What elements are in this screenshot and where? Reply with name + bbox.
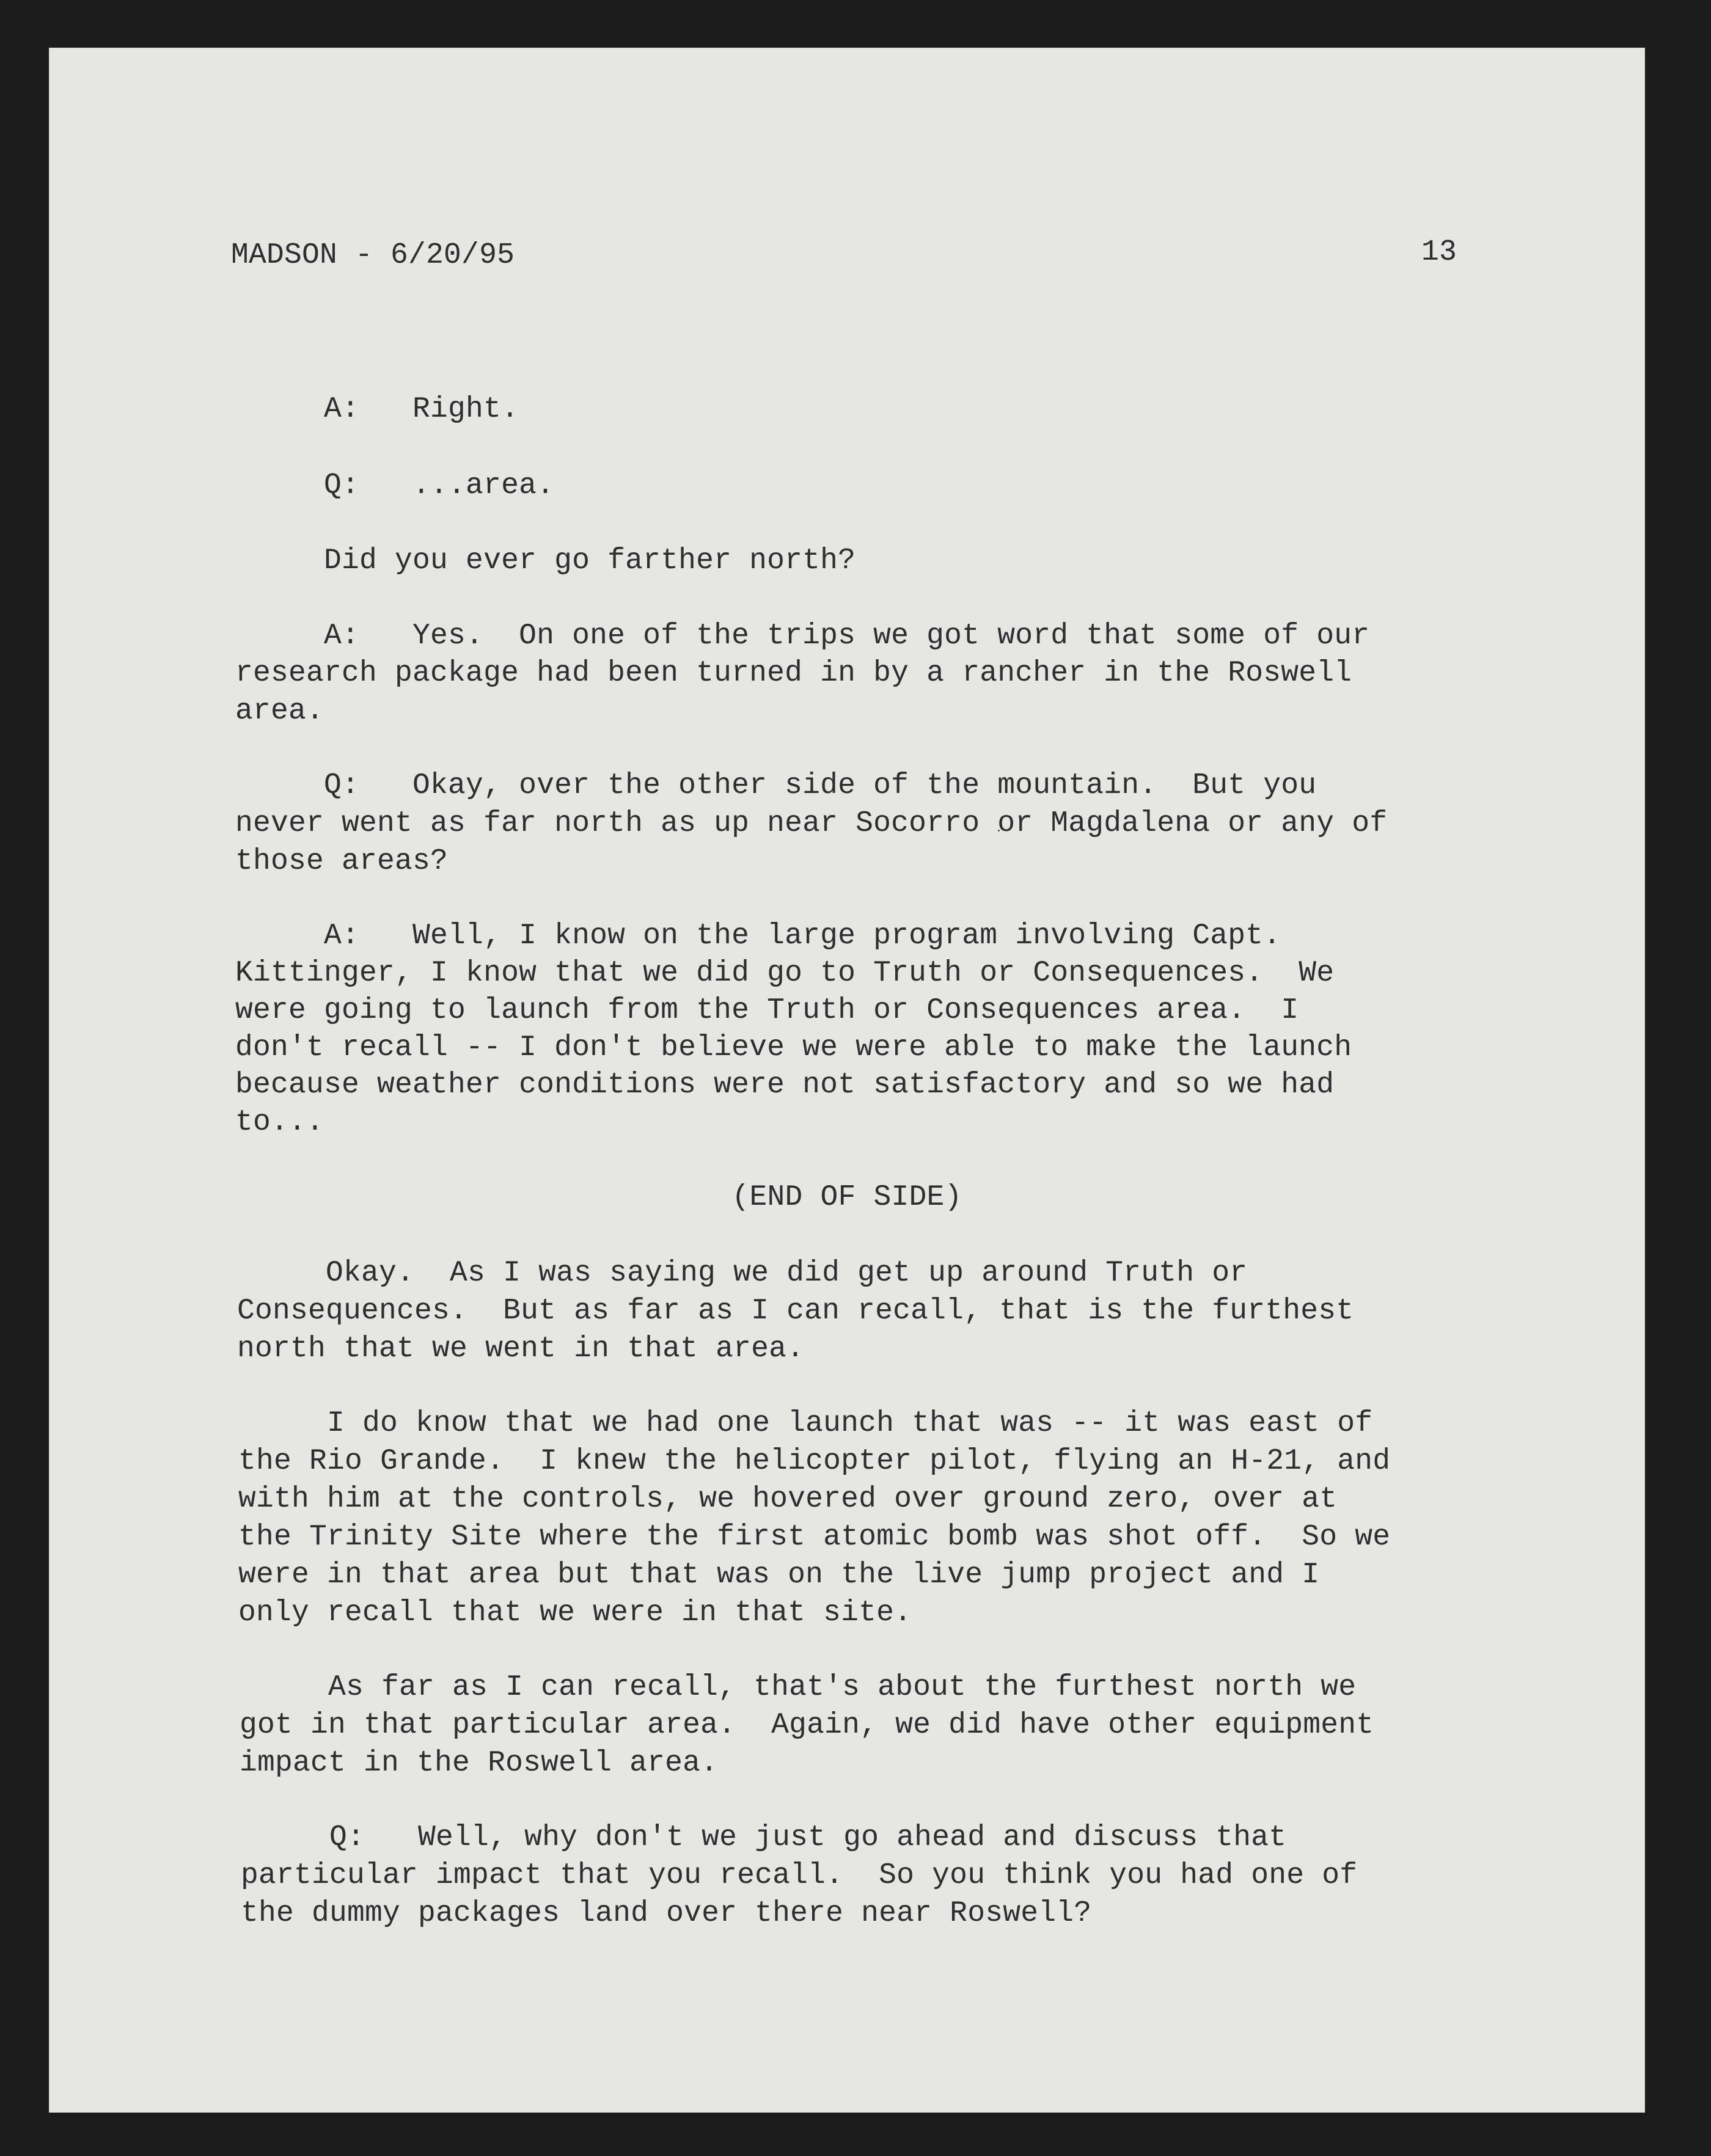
section-break-note: (END OF SIDE) (731, 1181, 962, 1214)
paragraph-line: Consequences. But as far as I can recall, that is the furthest (237, 1295, 1354, 1328)
paragraph-line: As far as I can recall, that's about the furthest north we (240, 1671, 1357, 1704)
question-line: Q: ...area. (235, 469, 555, 502)
answer-paragraph-line: research package had been turned in by a rancher in the Roswell (235, 657, 1352, 690)
paragraph-line: impact in the Roswell area. (240, 1747, 719, 1780)
paragraph-line: Okay. As I was saying we did get up around Truth or (237, 1257, 1248, 1290)
answer-line: A: Right. (235, 393, 519, 426)
answer-paragraph-line: don't recall -- I don't believe we were able to make the launch (235, 1031, 1352, 1064)
question-paragraph-line: Q: Well, why don't we just go ahead and discuss that (241, 1821, 1287, 1854)
answer-paragraph-line: to... (235, 1106, 324, 1139)
answer-paragraph-line: because weather conditions were not satisfactory and so we had (235, 1069, 1335, 1102)
question-paragraph-line: the dummy packages land over there near Roswell? (241, 1897, 1092, 1930)
paragraph-line: with him at the controls, we hovered over ground zero, over at (238, 1483, 1338, 1516)
paragraph-line: north that we went in that area. (237, 1332, 805, 1365)
answer-paragraph-line: were going to launch from the Truth or Consequences area. I (235, 994, 1299, 1027)
paragraph-line: I do know that we had one launch that was -- it was east of (238, 1407, 1373, 1440)
paragraph-line: only recall that we were in that site. (238, 1596, 912, 1629)
answer-paragraph-line: A: Well, I know on the large program involving Capt. (235, 919, 1281, 952)
question-paragraph-line: Q: Okay, over the other side of the mountain. But you (235, 769, 1317, 802)
question-paragraph-line: particular impact that you recall. So you think you had one of (241, 1859, 1358, 1892)
document-page (49, 48, 1645, 2113)
page-header-title: MADSON - 6/20/95 (231, 239, 515, 272)
answer-paragraph-line: Kittinger, I know that we did go to Truth or Consequences. We (235, 957, 1335, 990)
paragraph-line: were in that area but that was on the live jump project and I (238, 1559, 1320, 1591)
paragraph-line: the Trinity Site where the first atomic bomb was shot off. So we (238, 1521, 1391, 1554)
question-paragraph-line: never went as far north as up near Socorro or Magdalena or any of (235, 807, 1388, 840)
answer-paragraph-line: A: Yes. On one of the trips we got word that some of our (235, 619, 1370, 652)
paragraph-line: the Rio Grande. I knew the helicopter pilot, flying an H-21, and (238, 1445, 1391, 1478)
paragraph-line: got in that particular area. Again, we did have other equipment (240, 1709, 1374, 1742)
page-number: 13 (1421, 236, 1457, 269)
question-line: Did you ever go farther north? (235, 544, 856, 577)
question-paragraph-line: those areas? (235, 845, 449, 878)
answer-paragraph-line: area. (235, 695, 324, 728)
